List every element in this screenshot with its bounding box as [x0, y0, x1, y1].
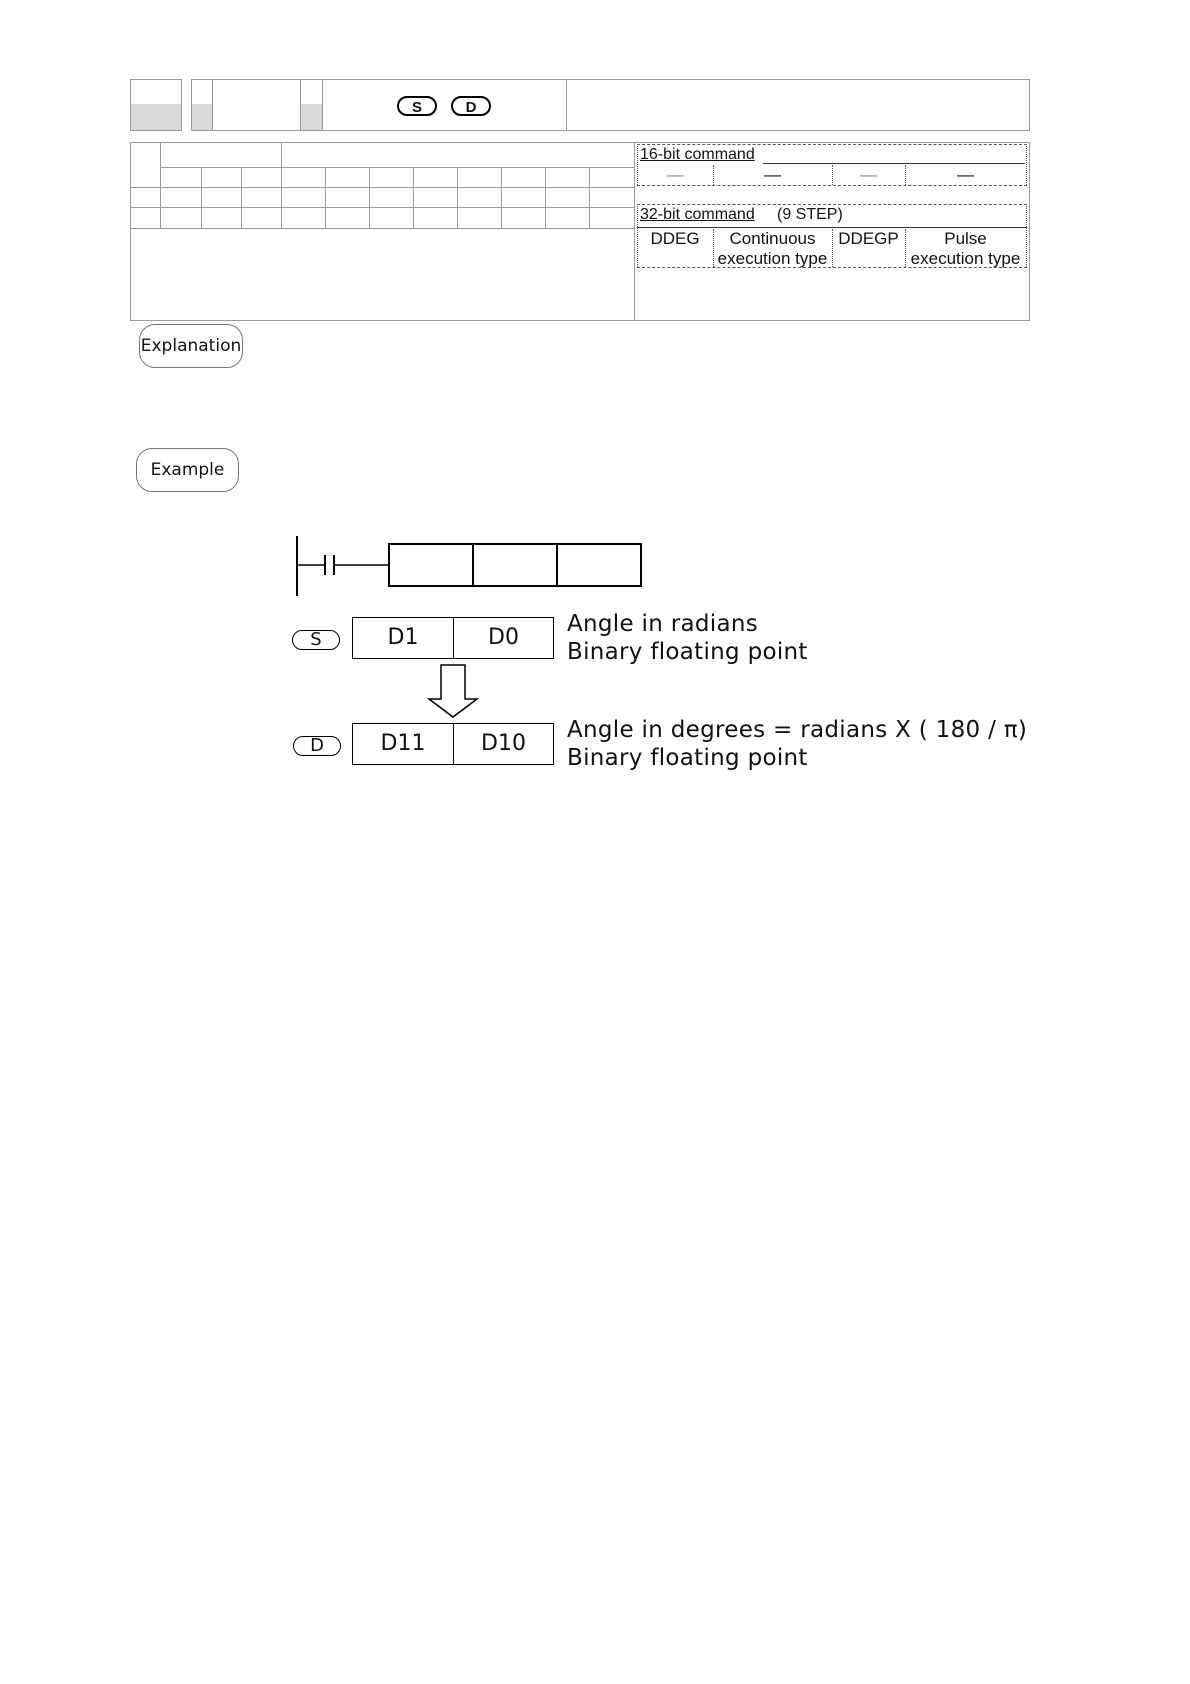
api-number-box	[130, 79, 182, 131]
bit16-cell: —	[860, 165, 877, 184]
operand-d-badge: D	[451, 96, 491, 116]
grid-rule	[369, 167, 370, 229]
instruction-box	[389, 544, 473, 586]
pulse-type-line1: Pulse	[944, 229, 987, 248]
prefix-box	[191, 79, 213, 131]
suffix-shade	[301, 104, 322, 130]
d-register-high	[352, 723, 454, 765]
conversion-arrow	[425, 664, 481, 720]
pulse-type-line2: execution type	[910, 249, 1021, 268]
operand-s-box	[473, 544, 557, 586]
bit16-cell: —	[666, 165, 684, 184]
d-register-low	[453, 723, 554, 765]
bit32-steps: (9 STEP)	[777, 206, 843, 223]
dash-rule	[637, 267, 1027, 268]
operand-table	[130, 142, 1030, 321]
grid-rule	[325, 167, 326, 229]
s-operand-oval	[292, 630, 340, 650]
device-grid	[131, 143, 634, 229]
grid-rule	[413, 167, 414, 229]
grid-rule	[160, 167, 634, 168]
bit16-cell: —	[957, 165, 974, 184]
s-operand-label: S	[310, 629, 322, 650]
grid-rule	[241, 167, 242, 229]
grid-rule	[545, 167, 546, 229]
d-register-low-label: D10	[481, 731, 526, 756]
d-operand-label: D	[310, 735, 324, 756]
d-operand-oval	[293, 736, 341, 756]
s-desc-line1: Angle in radians	[567, 611, 759, 637]
dash-rule	[637, 185, 1027, 186]
grid-rule	[201, 167, 202, 229]
d-desc-line1: Angle in degrees = radians X ( 180 / π)	[567, 717, 1028, 743]
d-desc-line2: Binary floating point	[567, 745, 808, 771]
grid-rule	[281, 143, 282, 229]
ladder-diagram	[280, 530, 660, 600]
arrow-shape	[429, 665, 477, 717]
s-register-high	[352, 617, 454, 659]
header-strip	[130, 79, 1030, 131]
dash-rule	[1026, 144, 1027, 185]
function-box	[566, 79, 1030, 131]
example-tag: Example	[136, 448, 239, 492]
explanation-tag: Explanation	[139, 324, 243, 368]
cont-cmd: DDEG	[650, 229, 700, 248]
mnemonic-box	[212, 79, 301, 131]
s-register-high-label: D1	[387, 625, 419, 650]
suffix-box	[300, 79, 323, 131]
operand-d-box	[557, 544, 641, 586]
grid-rule	[131, 207, 634, 208]
command-info	[635, 143, 1029, 320]
s-register-low	[453, 617, 554, 659]
cont-type-line1: Continuous	[729, 229, 816, 248]
grid-rule	[589, 167, 590, 229]
bit16-cell: —	[764, 165, 781, 184]
api-number-shade	[131, 104, 181, 130]
solid-rule	[637, 227, 1027, 228]
s-register-low-label: D0	[488, 625, 519, 650]
prefix-shade	[192, 104, 212, 130]
grid-rule	[501, 167, 502, 229]
pulse-cmd-text: DDEGP	[838, 229, 899, 248]
operand-s-badge: S	[397, 96, 437, 116]
grid-rule	[131, 228, 634, 229]
grid-rule	[160, 143, 161, 229]
d-register-high-label: D11	[380, 731, 426, 756]
bit16-title: 16-bit command	[640, 146, 755, 163]
pulse-cmd	[832, 229, 905, 249]
solid-rule	[763, 163, 1025, 164]
dash-rule	[1026, 204, 1027, 267]
grid-rule	[457, 167, 458, 229]
grid-rule	[131, 187, 634, 188]
s-desc-line2: Binary floating point	[567, 639, 808, 665]
operand-box	[322, 79, 567, 131]
bit32-title: 32-bit command	[640, 206, 755, 223]
cont-type-line2: execution type	[717, 249, 828, 268]
